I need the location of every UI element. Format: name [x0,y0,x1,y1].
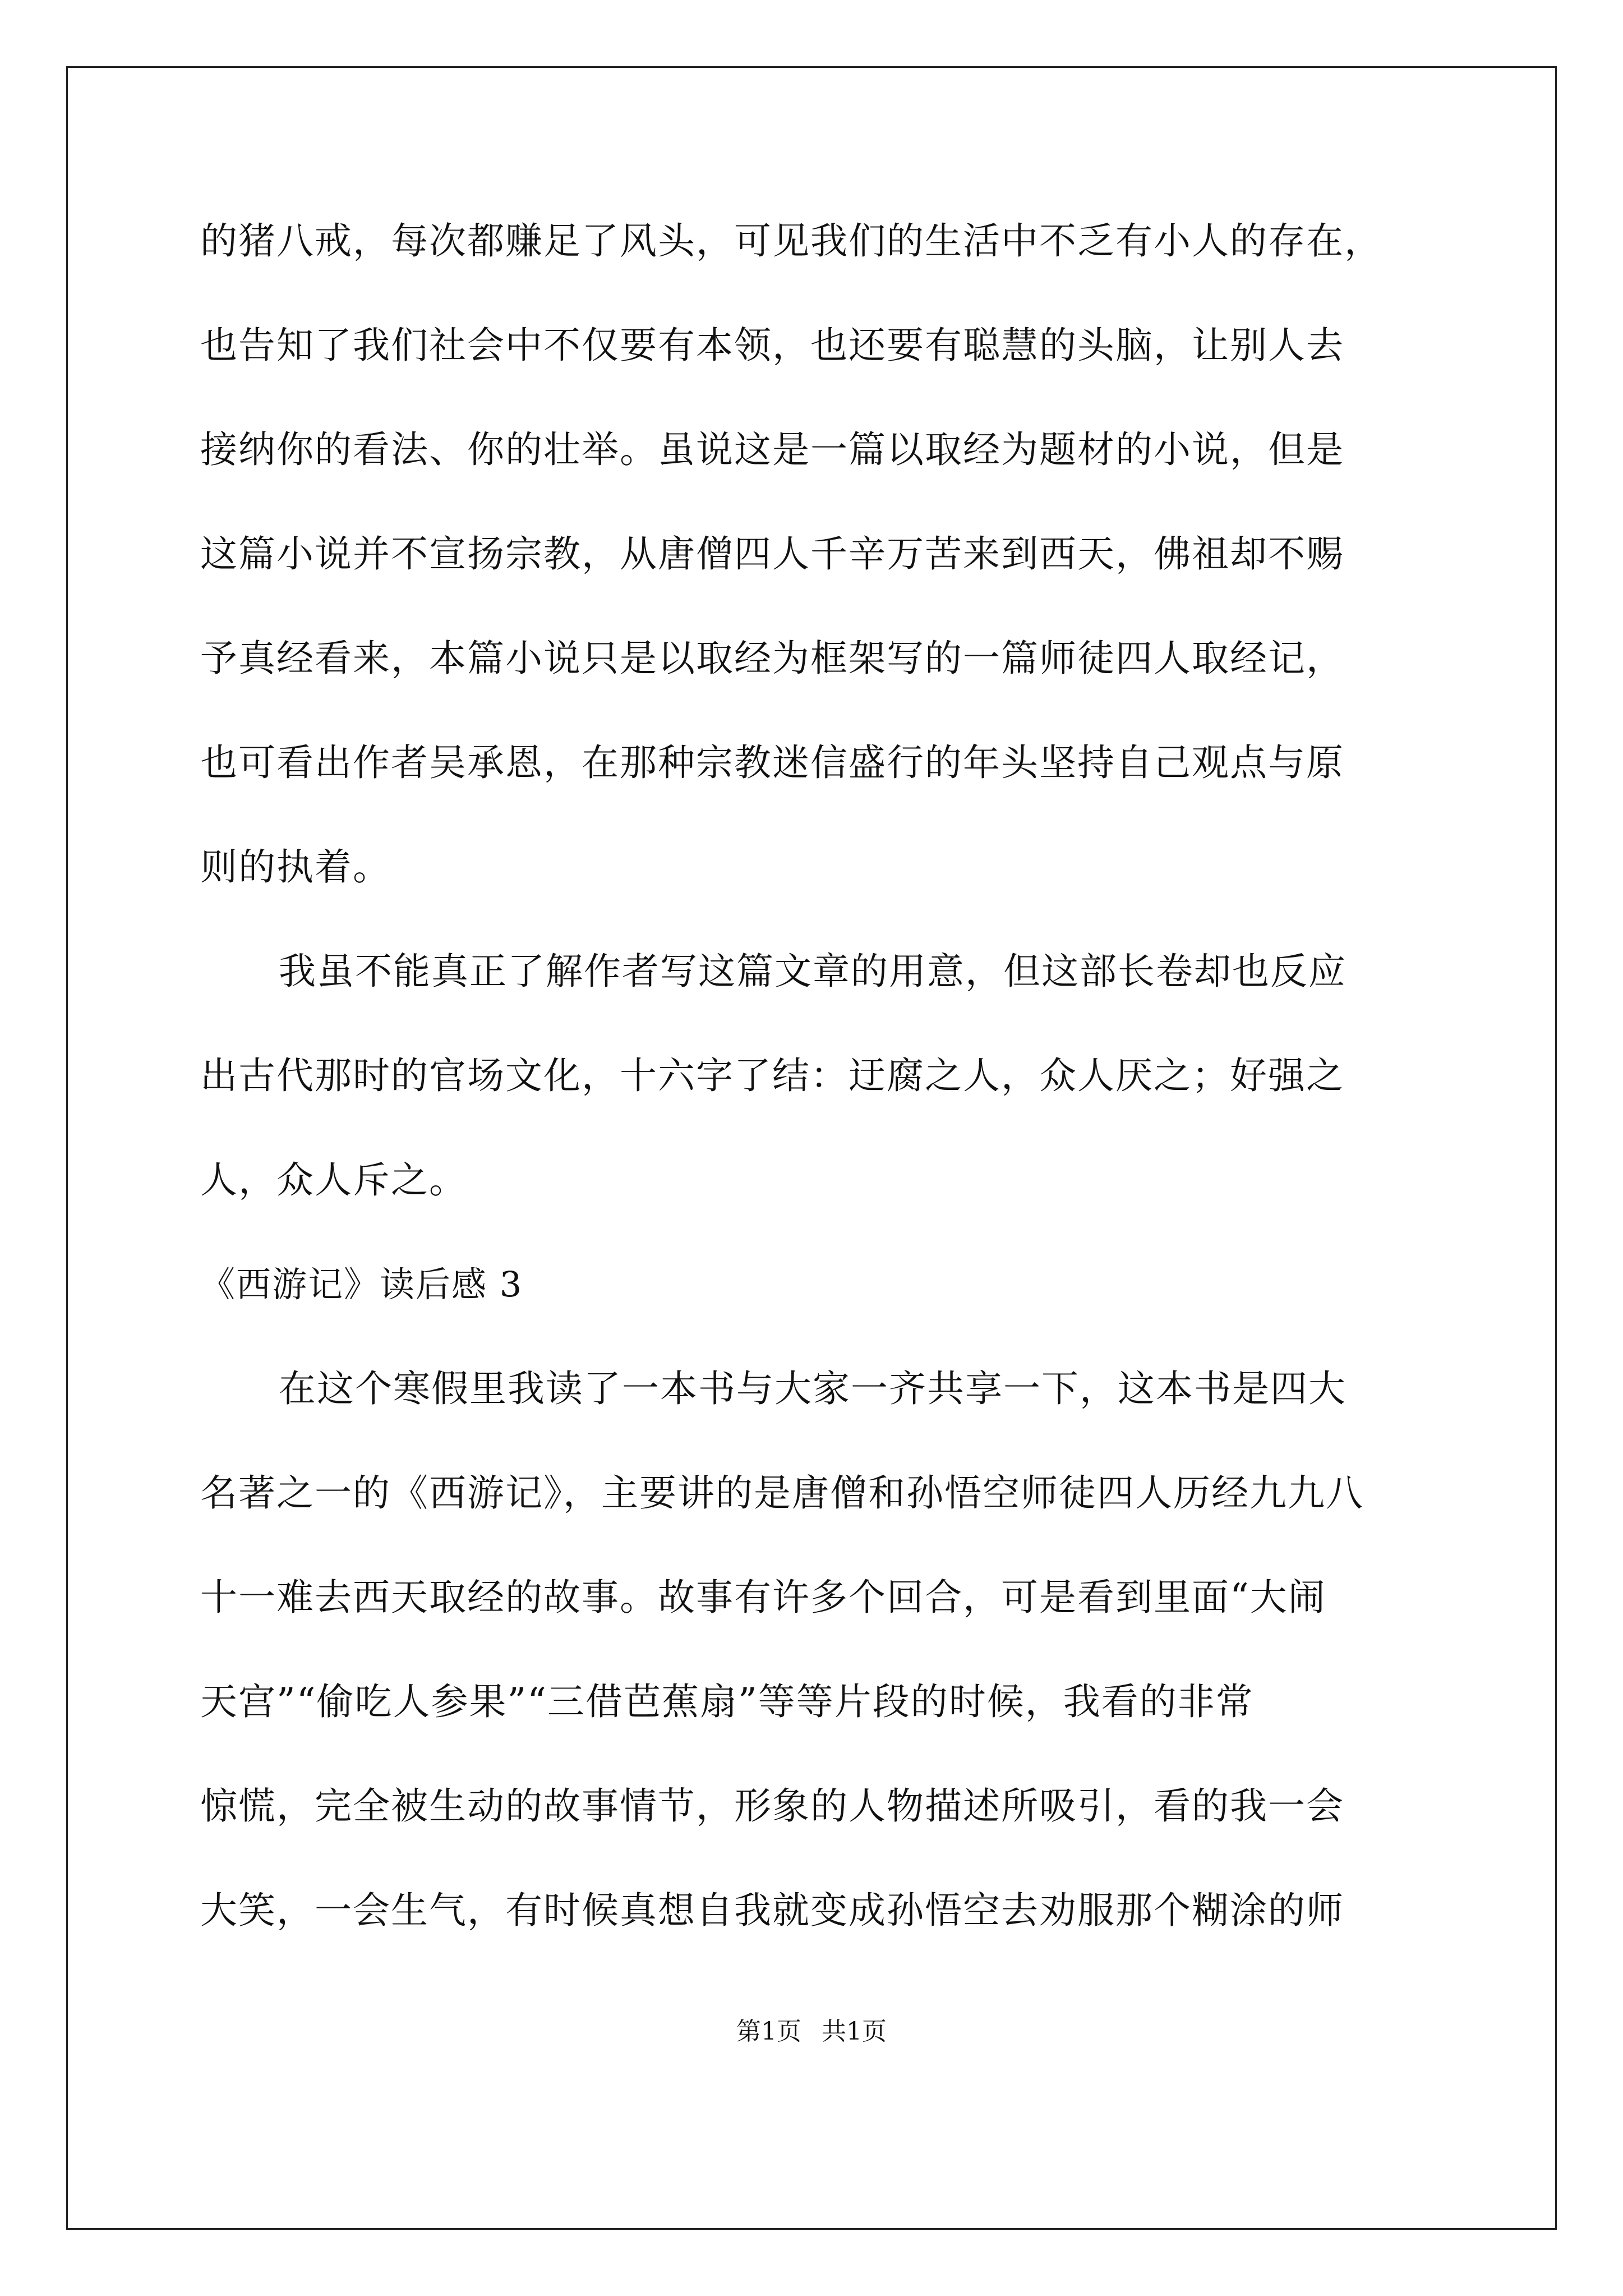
body-line: 名著之一的《西游记》，主要讲的是唐僧和孙悟空师徒四人历经九九八 [200,1471,1364,1515]
section-heading: 《西游记》读后感 3 [200,1264,523,1305]
body-line: 也可看出作者吴承恩，在那种宗教迷信盛行的年头坚持自己观点与原 [200,741,1344,784]
page-number-current: 第1页 [736,2017,801,2046]
paragraph-start-line: 我虽不能真正了解作者写这篇文章的用意，但这部长卷却也反应 [279,950,1347,993]
page-number-total: 共1页 [822,2017,887,2046]
body-line: 人，众人斥之。 [200,1158,467,1202]
body-line: 出古代那时的官场文化，十六字了结：迂腐之人，众人厌之；好强之 [200,1054,1344,1097]
body-line: 也告知了我们社会中不仅要有本领，也还要有聪慧的头脑，让别人去 [200,324,1344,367]
body-line: 天宫”“偷吃人参果”“三借芭蕉扇”等等片段的时候，我看的非常 [200,1680,1254,1723]
body-line: 十一难去西天取经的故事。故事有许多个回合，可是看到里面“大闹 [200,1576,1326,1619]
page-footer [0,2015,1623,2049]
body-line: 惊慌，完全被生动的故事情节，形象的人物描述所吸引，看的我一会 [200,1784,1344,1828]
body-line: 大笑，一会生气，有时候真想自我就变成孙悟空去劝服那个糊涂的师 [200,1889,1344,1932]
body-line: 予真经看来，本篇小说只是以取经为框架写的一篇师徒四人取经记， [200,637,1344,680]
body-line: 则的执着。 [200,845,391,889]
body-line: 这篇小说并不宣扬宗教，从唐僧四人千辛万苦来到西天，佛祖却不赐 [200,532,1344,576]
paragraph-start-line: 在这个寒假里我读了一本书与大家一齐共享一下，这本书是四大 [279,1367,1347,1410]
body-line: 接纳你的看法、你的壮举。虽说这是一篇以取经为题材的小说，但是 [200,428,1344,471]
document-body [200,216,1434,1990]
body-line: 的猪八戒，每次都赚足了风头，可见我们的生活中不乏有小人的存在， [200,219,1382,263]
